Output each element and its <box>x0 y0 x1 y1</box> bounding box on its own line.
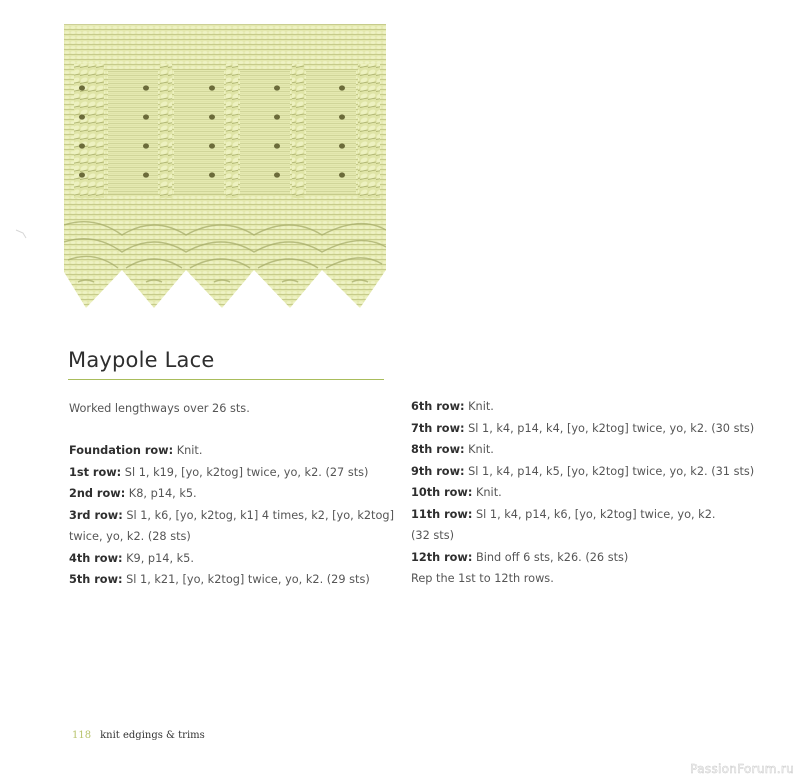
row-text: K9, p14, k5. <box>122 551 194 565</box>
page-footer <box>72 730 205 741</box>
row-text: Sl 1, k19, [yo, k2tog] twice, yo, k2. (27 sts) <box>121 465 369 479</box>
row-label: 8th row: <box>411 443 465 456</box>
row-text: Knit. <box>464 443 494 456</box>
row-label: 11th row: <box>411 507 473 521</box>
row-label: 9th row: <box>411 464 465 478</box>
instruction-row <box>69 462 394 484</box>
instruction-row <box>411 482 754 504</box>
instruction-row <box>69 440 394 462</box>
repeat-instruction <box>411 568 754 590</box>
section-name: knit edgings & trims <box>100 730 205 741</box>
instruction-row-continued <box>411 525 754 547</box>
row-label: 10th row: <box>411 486 473 499</box>
instructions-left-column <box>69 440 394 591</box>
row-text: Knit. <box>173 444 203 457</box>
row-label: 12th row: <box>411 550 473 564</box>
row-label: 1st row: <box>69 465 122 479</box>
row-text: Sl 1, k21, [yo, k2tog] twice, yo, k2. (29 sts) <box>122 573 370 586</box>
row-text: Sl 1, k4, p14, k4, [yo, k2tog] twice, yo, k2. (30 sts) <box>464 421 755 435</box>
row-text: Sl 1, k4, p14, k5, [yo, k2tog] twice, yo, k2. (31 sts) <box>464 464 755 478</box>
row-text: (32 sts) <box>411 529 454 542</box>
row-text: twice, yo, k2. (28 sts) <box>69 530 191 543</box>
row-label: 3rd row: <box>69 508 123 522</box>
instruction-row <box>411 439 754 461</box>
row-text: Sl 1, k6, [yo, k2tog, k1] 4 times, k2, [yo, k2tog] <box>122 508 394 522</box>
row-label: Foundation row: <box>69 444 174 457</box>
instruction-row <box>411 418 754 440</box>
row-text: Knit. <box>472 486 502 499</box>
title-divider <box>68 379 384 380</box>
instruction-row <box>69 569 394 591</box>
instruction-row <box>411 461 754 483</box>
row-text: Bind off 6 sts, k26. (26 sts) <box>472 550 629 564</box>
row-text: Sl 1, k4, p14, k6, [yo, k2tog] twice, yo, k2. <box>472 507 716 521</box>
pattern-intro: Worked lengthways over 26 sts. <box>69 402 250 415</box>
pattern-title: Maypole Lace <box>68 348 215 372</box>
row-label: 4th row: <box>69 551 123 565</box>
knitted-sample-photo <box>64 20 386 316</box>
instructions-right-column <box>411 396 754 590</box>
instruction-row <box>69 548 394 570</box>
row-text: K8, p14, k5. <box>125 487 197 500</box>
row-label: 6th row: <box>411 400 465 413</box>
instruction-row <box>69 505 394 527</box>
row-label: 2nd row: <box>69 487 126 500</box>
instruction-row <box>411 504 754 526</box>
row-text: Rep the 1st to 12th rows. <box>411 572 554 585</box>
watermark: PassionForum.ru <box>690 762 794 776</box>
instruction-row <box>411 396 754 418</box>
margin-smudge <box>14 226 34 240</box>
page-number: 118 <box>72 730 92 741</box>
row-text: Knit. <box>464 400 494 413</box>
instruction-row-continued <box>69 526 394 548</box>
instruction-row <box>411 547 754 569</box>
instruction-row <box>69 483 394 505</box>
row-label: 5th row: <box>69 573 123 586</box>
row-label: 7th row: <box>411 421 465 435</box>
